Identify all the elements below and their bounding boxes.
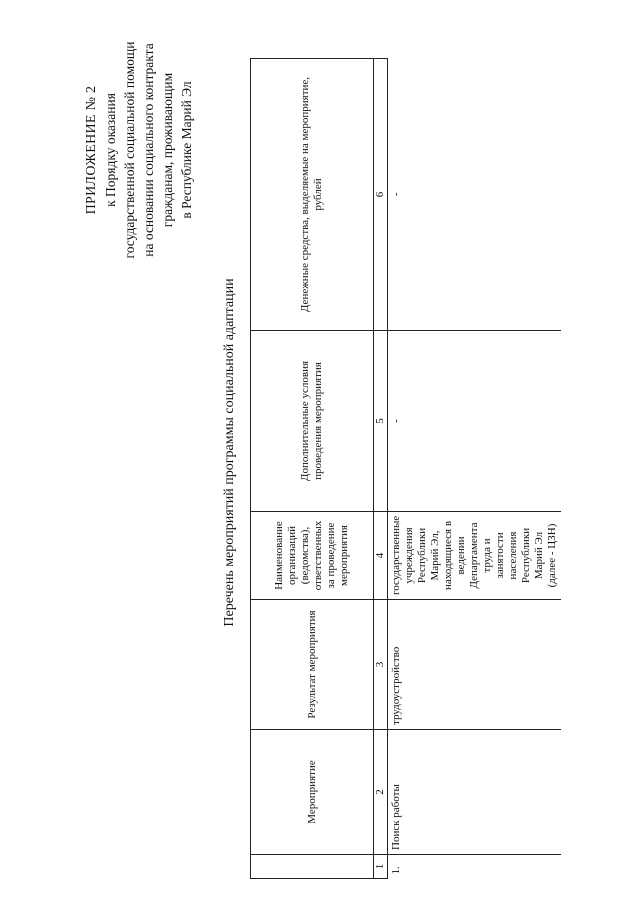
- header-row: [251, 59, 374, 879]
- document-title: Перечень мероприятий программы социальной адаптации: [222, 278, 237, 627]
- header-cell-funds: Денежные средства, выделяемые на мероприятие, рублей: [251, 59, 374, 331]
- program-table: [250, 58, 561, 879]
- appendix-line: в Республике Марий Эл: [179, 81, 194, 219]
- appendix-line: на основании социального контракта: [141, 43, 156, 257]
- appendix-line: государственной социальной помощи: [122, 41, 137, 259]
- column-number: 1: [374, 855, 388, 879]
- column-number: 4: [374, 512, 388, 600]
- row-result: трудоустройство: [388, 600, 562, 730]
- table-row: [388, 59, 562, 879]
- appendix-line: гражданам, проживающим: [160, 72, 175, 228]
- row-number: 1.: [388, 855, 562, 879]
- column-number: 6: [374, 59, 388, 331]
- header-cell-activity: Мероприятие: [251, 730, 374, 855]
- header-cell-number: [251, 855, 374, 879]
- column-number: 5: [374, 331, 388, 512]
- row-conditions: -: [388, 331, 562, 512]
- column-number: 2: [374, 730, 388, 855]
- row-organization: государственные учреждения Республики Марий Эл, находящиеся в ведении Департамента труда и занятости населения Республики Марий Эл (далее - ЦЗН): [388, 512, 562, 600]
- header-cell-conditions: Дополнительные условия проведения мероприятия: [251, 331, 374, 512]
- appendix-line: к Порядку оказания: [103, 93, 118, 207]
- column-number: 3: [374, 600, 388, 730]
- column-number-row: [374, 59, 388, 879]
- header-cell-organization: Наименование организаций (ведомства), ответственных за проведение мероприятия: [251, 512, 374, 600]
- header-cell-result: Результат мероприятия: [251, 600, 374, 730]
- row-activity: Поиск работы: [388, 730, 562, 855]
- row-funds: -: [388, 59, 562, 331]
- appendix-header: [82, 35, 196, 265]
- appendix-title: ПРИЛОЖЕНИЕ № 2: [84, 85, 99, 215]
